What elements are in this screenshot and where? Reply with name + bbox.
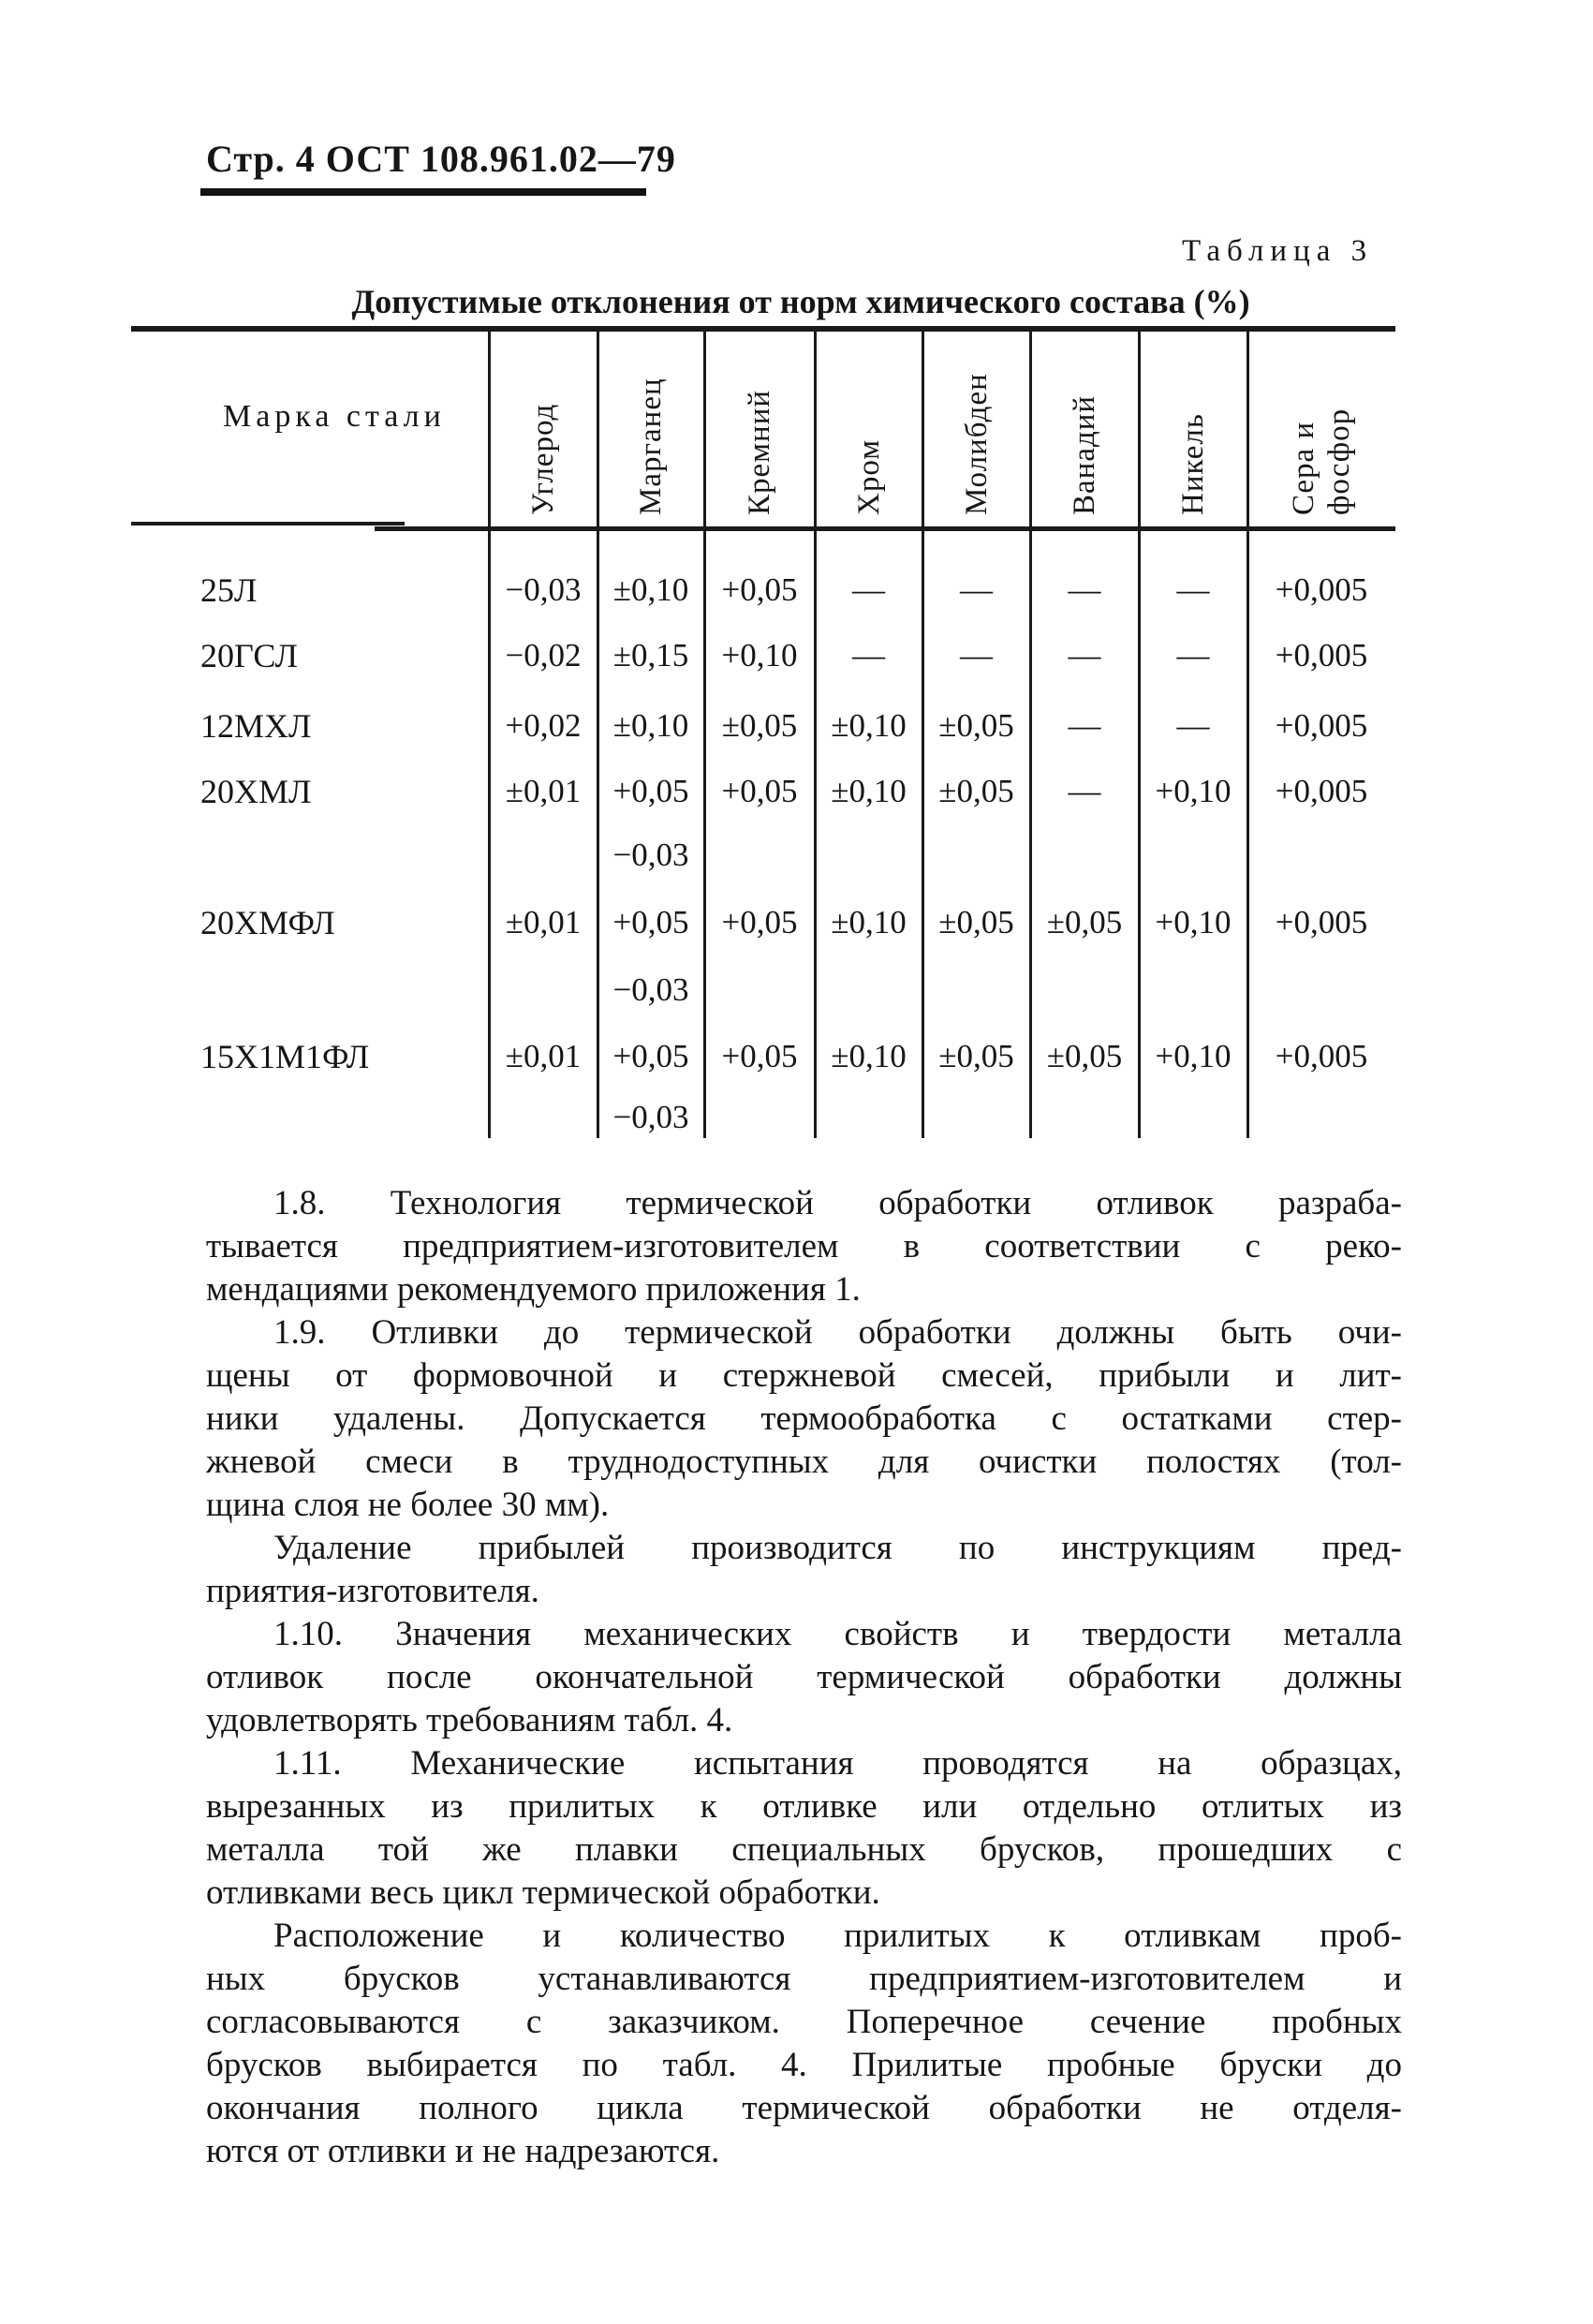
value-cell: ±0,05	[721, 707, 798, 744]
text-line: брусков выбирается по табл. 4. Прилитые пробные бруски до	[206, 2046, 1402, 2084]
value-cell: +0,05	[612, 1038, 689, 1074]
value-cell: ±0,01	[505, 773, 582, 809]
table-title: Допустимые отклонения от норм химического состава (%)	[351, 283, 1250, 320]
text-line: жневой смеси в труднодоступных для очистки полостях (тол-	[206, 1443, 1402, 1481]
page-header-rule	[200, 188, 646, 196]
text-line: щены от формовочной и стержневой смесей, прибыли и лит-	[206, 1356, 1402, 1395]
text-line: тывается предприятием-изготовителем в соответствии с реко-	[206, 1227, 1402, 1266]
column-header-6	[1067, 343, 1102, 515]
value-cell: +0,10	[1155, 1038, 1232, 1074]
column-header-8	[1286, 343, 1357, 515]
value-cell: ±0,10	[831, 1038, 907, 1074]
text-line: ются от отливки и не надрезаются.	[206, 2132, 720, 2170]
column-header-line: Никель	[1176, 413, 1210, 515]
value-cell: ±0,10	[831, 904, 907, 940]
value-cell: +0,005	[1275, 707, 1368, 744]
value-cell: +0,005	[1275, 773, 1368, 809]
value-cell: ±0,01	[505, 1038, 582, 1074]
text-line: ники удалены. Допускается термообработка с остатками стер-	[206, 1399, 1402, 1438]
text-line: 1.11. Механические испытания проводятся на образцах,	[273, 1744, 1402, 1783]
value-cell: ±0,05	[1046, 1038, 1123, 1074]
value-cell: +0,05	[721, 1038, 798, 1074]
text-line: удовлетворять требованиям табл. 4.	[206, 1701, 733, 1739]
value-cell: +0,05	[612, 773, 689, 809]
text-line: 1.10. Значения механических свойств и твердости металла	[273, 1615, 1402, 1653]
value-cell: —	[852, 637, 885, 674]
steel-grade-cell: 20ХМФЛ	[200, 904, 335, 941]
column-header-2	[633, 343, 669, 515]
text-line: ных брусков устанавливаются предприятием-изготовителем и	[206, 1960, 1402, 1998]
text-line: Расположение и количество прилитых к отливкам проб-	[273, 1917, 1402, 1955]
column-header-7	[1175, 343, 1211, 515]
value-cell: +0,05	[612, 904, 689, 940]
value-cell: —	[1068, 773, 1101, 809]
value-cell: ±0,01	[505, 904, 582, 940]
steel-grade-cell: 12МХЛ	[200, 707, 312, 745]
value-cell: ±0,05	[1046, 904, 1123, 940]
value-cell: ±0,15	[612, 637, 689, 674]
text-line: вырезанных из прилитых к отливке или отдельно отлитых из	[206, 1787, 1402, 1826]
value-cell: +0,10	[721, 637, 798, 674]
text-line: 1.9. Отливки до термической обработки должны быть очи-	[273, 1313, 1402, 1352]
value-cell: ±0,05	[938, 773, 1014, 809]
value-cell: ±0,10	[831, 707, 907, 744]
value-cell-second-line: −0,03	[612, 1099, 689, 1135]
value-cell: —	[1068, 571, 1101, 608]
steel-grade-cell: 20ГСЛ	[200, 637, 298, 674]
text-line: металла той же плавки специальных брусков, прошедших с	[206, 1830, 1402, 1869]
column-header-4	[851, 343, 887, 515]
value-cell: +0,005	[1275, 904, 1368, 940]
value-cell: —	[1068, 637, 1101, 674]
value-cell: ±0,10	[831, 773, 907, 809]
value-cell: —	[1176, 637, 1210, 674]
value-cell: ±0,05	[938, 1038, 1014, 1074]
steel-grade-cell: 15Х1М1ФЛ	[200, 1038, 370, 1075]
text-line: отливками весь цикл термической обработки.	[206, 1873, 880, 1912]
column-header-line: фосфор	[1322, 407, 1356, 515]
table-rule-header-left	[131, 522, 405, 525]
column-header-line: Сера и	[1287, 421, 1320, 515]
body-text	[206, 1182, 1402, 2173]
text-line: окончания полного цикла термической обработки не отделя-	[206, 2089, 1402, 2127]
steel-grade-cell: 20ХМЛ	[200, 773, 312, 810]
value-cell: +0,005	[1275, 637, 1368, 674]
value-cell-second-line: −0,03	[612, 971, 689, 1008]
value-cell: —	[1176, 571, 1210, 608]
value-cell: +0,05	[721, 773, 798, 809]
column-header-line: Углерод	[526, 403, 560, 515]
text-line: отливок после окончательной термической обработки должны	[206, 1658, 1402, 1696]
value-cell: +0,05	[721, 571, 798, 608]
value-cell: —	[1068, 707, 1101, 744]
value-cell: +0,10	[1155, 904, 1232, 940]
value-cell: ±0,10	[612, 707, 689, 744]
column-header-line: Молибден	[959, 373, 994, 515]
value-cell: +0,005	[1275, 1038, 1368, 1074]
value-cell: −0,02	[505, 637, 582, 674]
value-cell: ±0,05	[938, 707, 1014, 744]
column-header-3	[742, 343, 777, 515]
column-header-1	[525, 343, 561, 515]
table-label: Таблица 3	[1182, 234, 1374, 268]
value-cell: ±0,05	[938, 904, 1014, 940]
column-header-steel-grade: Марка стали	[223, 399, 446, 434]
value-cell: —	[960, 571, 993, 608]
column-header-5	[959, 343, 995, 515]
value-cell: +0,05	[721, 904, 798, 940]
column-header-line: Ванадий	[1068, 394, 1101, 515]
table-rule-header	[375, 526, 1395, 531]
steel-grade-cell: 25Л	[200, 571, 258, 609]
table-rule-top	[131, 326, 1395, 332]
text-line: мендациями рекомендуемого приложения 1.	[206, 1270, 861, 1309]
value-cell: —	[852, 571, 885, 608]
text-line: Удаление прибылей производится по инструкциям пред-	[273, 1529, 1402, 1567]
value-cell: —	[960, 637, 993, 674]
column-header-line: Марганец	[634, 377, 668, 515]
value-cell-second-line: −0,03	[612, 836, 689, 873]
text-line: приятия-изготовителя.	[206, 1572, 539, 1610]
text-line: 1.8. Технология термической обработки отливок разраба-	[273, 1184, 1402, 1222]
value-cell: +0,02	[505, 707, 582, 744]
text-line: согласовываются с заказчиком. Поперечное сечение пробных	[206, 2003, 1402, 2041]
value-cell: +0,10	[1155, 773, 1232, 809]
text-line: щина слоя не более 30 мм).	[206, 1486, 610, 1524]
value-cell: +0,005	[1275, 571, 1368, 608]
page-header: Стр. 4 ОСТ 108.961.02—79	[206, 138, 676, 180]
value-cell: −0,03	[505, 571, 582, 608]
column-header-line: Хром	[851, 438, 886, 515]
value-cell: ±0,10	[612, 571, 689, 608]
value-cell: —	[1176, 707, 1210, 744]
column-header-line: Кремний	[743, 389, 776, 515]
